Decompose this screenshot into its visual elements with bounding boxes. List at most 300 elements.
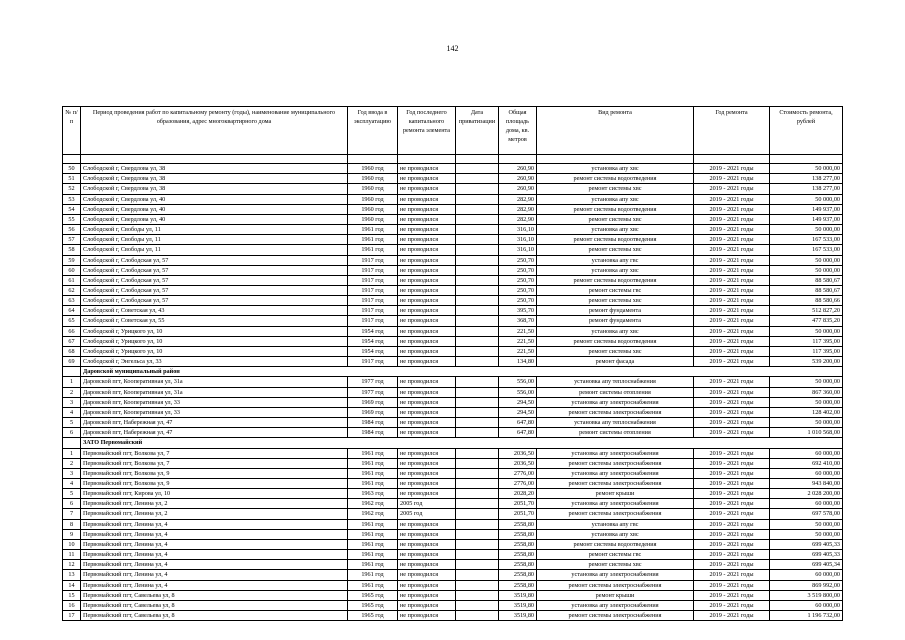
cell-cost: 138 277,00 (770, 174, 843, 184)
cell-privatization (456, 539, 499, 549)
cell-privatization (456, 286, 499, 296)
cell-area: 3519,80 (499, 611, 537, 621)
cell-area: 221,50 (499, 326, 537, 336)
table-row (63, 539, 843, 549)
cell-last-repair: не проводился (398, 580, 456, 590)
cell-year-built: 1961 год (348, 458, 398, 468)
cell-privatization (456, 346, 499, 356)
cell-address: Слободской г, Советская ул, 43 (81, 306, 348, 316)
cell-cost: 138 277,00 (770, 184, 843, 194)
cell-area: 260,90 (499, 164, 537, 174)
cell-privatization (456, 316, 499, 326)
cell-repair-type: ремонт системы электроснабжения (537, 611, 694, 621)
cell-repair-year: 2019 - 2021 годы (694, 519, 770, 529)
cell-last-repair: не проводился (398, 600, 456, 610)
cell-year-built: 1961 год (348, 570, 398, 580)
cell-last-repair: не проводился (398, 336, 456, 346)
cell-address: Первомайский пгт, Ленина ул, 4 (81, 570, 348, 580)
cell-num: 13 (63, 570, 81, 580)
cell-address: Первомайский пгт, Волкова ул, 7 (81, 458, 348, 468)
cell-cost: 60 000,00 (770, 600, 843, 610)
cell-repair-type: ремонт системы водоотведения (537, 204, 694, 214)
cell-last-repair: не проводился (398, 194, 456, 204)
cell-repair-type: ремонт системы водоотведения (537, 235, 694, 245)
cell-area: 2558,80 (499, 580, 537, 590)
cell-address: Первомайский пгт, Ленина ул, 4 (81, 560, 348, 570)
cell-last-repair: не проводился (398, 265, 456, 275)
cell-area: 260,90 (499, 174, 537, 184)
header-num: № п/п (63, 107, 81, 155)
cell-last-repair: не проводился (398, 286, 456, 296)
header-repair-year: Год ремонта (694, 107, 770, 155)
table-row (63, 529, 843, 539)
cell-num: 3 (63, 397, 81, 407)
cell-num: 1 (63, 448, 81, 458)
cell-area: 250,70 (499, 286, 537, 296)
cell-address: Слободской г, Свободы ул, 11 (81, 235, 348, 245)
cell-last-repair: не проводился (398, 275, 456, 285)
cell-address: Слободской г, Энгельса ул, 33 (81, 357, 348, 367)
cell-repair-year: 2019 - 2021 годы (694, 286, 770, 296)
cell-num: 52 (63, 184, 81, 194)
cell-year-built: 1965 год (348, 590, 398, 600)
table-row (63, 296, 843, 306)
cell-privatization (456, 306, 499, 316)
cell-year-built: 1969 год (348, 407, 398, 417)
table-row (63, 499, 843, 509)
cell-repair-type: ремонт системы водоотведения (537, 275, 694, 285)
cell-privatization (456, 499, 499, 509)
cell-address: Первомайский пгт, Кирова ул, 10 (81, 489, 348, 499)
cell-num: 50 (63, 164, 81, 174)
cell-repair-type: ремонт системы хвс (537, 184, 694, 194)
cell-repair-year: 2019 - 2021 годы (694, 255, 770, 265)
cell-year-built: 1961 год (348, 245, 398, 255)
cell-repair-type: ремонт системы гвс (537, 550, 694, 560)
cell-privatization (456, 296, 499, 306)
cell-address: Слободской г, Слободская ул, 57 (81, 296, 348, 306)
cell-privatization (456, 407, 499, 417)
cell-area: 2036,50 (499, 448, 537, 458)
cell-cost: 3 519 800,00 (770, 590, 843, 600)
cell-num: 12 (63, 560, 81, 570)
cell-year-built: 1960 год (348, 164, 398, 174)
cell-repair-type: установка апу хвс (537, 529, 694, 539)
table-row (63, 204, 843, 214)
cell-cost: 512 827,20 (770, 306, 843, 316)
cell-year-built: 1954 год (348, 326, 398, 336)
cell-repair-type: ремонт фундамента (537, 316, 694, 326)
cell-repair-type: установка апу гвс (537, 255, 694, 265)
cell-last-repair: не проводился (398, 204, 456, 214)
cell-repair-year: 2019 - 2021 годы (694, 336, 770, 346)
cell-num: 5 (63, 418, 81, 428)
cell-num (63, 438, 81, 448)
cell-repair-year: 2019 - 2021 годы (694, 407, 770, 417)
table-row (63, 560, 843, 570)
cell-last-repair: не проводился (398, 377, 456, 387)
cell-repair-type: установка апу электроснабжения (537, 600, 694, 610)
cell-area: 2036,50 (499, 458, 537, 468)
cell-area: 250,70 (499, 275, 537, 285)
cell-address: Слободской г, Свердлова ул, 38 (81, 174, 348, 184)
cell-address: Даровской пгт, Кооперативная ул, 33 (81, 397, 348, 407)
cell-repair-type: ремонт крыши (537, 489, 694, 499)
cell-area: 2051,70 (499, 499, 537, 509)
cell-year-built: 1961 год (348, 539, 398, 549)
cell-area: 221,50 (499, 336, 537, 346)
cell-cost: 117 395,00 (770, 336, 843, 346)
cell-last-repair: не проводился (398, 560, 456, 570)
cell-num: 1 (63, 377, 81, 387)
cell-address: Первомайский пгт, Ленина ул, 4 (81, 550, 348, 560)
cell-cost: 943 840,00 (770, 478, 843, 488)
cell-year-built: 1961 год (348, 550, 398, 560)
cell-num: 53 (63, 194, 81, 204)
cell-area: 294,50 (499, 397, 537, 407)
cell-num: 4 (63, 407, 81, 417)
cell-repair-type: ремонт системы хвс (537, 214, 694, 224)
table-row (63, 478, 843, 488)
cell-address: Слободской г, Свердлова ул, 38 (81, 164, 348, 174)
cell-repair-type: установка апу электроснабжения (537, 397, 694, 407)
cell-repair-year: 2019 - 2021 годы (694, 265, 770, 275)
cell-privatization (456, 560, 499, 570)
cell-repair-year: 2019 - 2021 годы (694, 570, 770, 580)
table-row (63, 590, 843, 600)
cell-area: 260,90 (499, 184, 537, 194)
cell-repair-type: ремонт системы электроснабжения (537, 509, 694, 519)
cell-repair-year: 2019 - 2021 годы (694, 174, 770, 184)
cell-num: 17 (63, 611, 81, 621)
section-title: Даровской муниципальный район (81, 367, 843, 377)
cell-last-repair: не проводился (398, 570, 456, 580)
cell-last-repair: не проводился (398, 164, 456, 174)
cell-cost: 60 000,00 (770, 499, 843, 509)
table-row (63, 387, 843, 397)
cell-area: 250,70 (499, 296, 537, 306)
cell-repair-type: установка апу гвс (537, 519, 694, 529)
cell-privatization (456, 245, 499, 255)
table-header (63, 107, 843, 155)
cell-year-built: 1961 год (348, 448, 398, 458)
cell-last-repair: не проводился (398, 174, 456, 184)
cell-privatization (456, 418, 499, 428)
table-row (63, 225, 843, 235)
cell-address: Первомайский пгт, Волкова ул, 7 (81, 448, 348, 458)
cell-repair-year: 2019 - 2021 годы (694, 377, 770, 387)
cell-last-repair: не проводился (398, 418, 456, 428)
cell-year-built: 1961 год (348, 519, 398, 529)
cell-repair-year: 2019 - 2021 годы (694, 164, 770, 174)
cell-privatization (456, 336, 499, 346)
cell-privatization (456, 204, 499, 214)
cell-num: 14 (63, 580, 81, 590)
section-row (63, 367, 843, 377)
table-row (63, 265, 843, 275)
table-row (63, 377, 843, 387)
cell-year-built: 1961 год (348, 478, 398, 488)
cell-num: 56 (63, 225, 81, 235)
cell-last-repair: не проводился (398, 611, 456, 621)
cell-repair-year: 2019 - 2021 годы (694, 600, 770, 610)
cell-last-repair: не проводился (398, 448, 456, 458)
cell-repair-type: ремонт системы хвс (537, 560, 694, 570)
cell-address: Слободской г, Слободская ул, 57 (81, 255, 348, 265)
table-row (63, 194, 843, 204)
cell-address: Первомайский пгт, Волкова ул, 9 (81, 478, 348, 488)
cell-cost: 60 000,00 (770, 448, 843, 458)
cell-repair-type: ремонт системы хвс (537, 245, 694, 255)
cell-cost: 699 405,33 (770, 539, 843, 549)
cell-repair-type: установка апу электроснабжения (537, 448, 694, 458)
cell-cost: 149 937,00 (770, 214, 843, 224)
cell-privatization (456, 590, 499, 600)
cell-area: 316,10 (499, 245, 537, 255)
cell-area: 250,70 (499, 255, 537, 265)
cell-num: 5 (63, 489, 81, 499)
cell-last-repair: не проводился (398, 407, 456, 417)
cell-repair-year: 2019 - 2021 годы (694, 346, 770, 356)
cell-num: 9 (63, 529, 81, 539)
cell-area: 556,00 (499, 387, 537, 397)
cell-repair-year: 2019 - 2021 годы (694, 194, 770, 204)
cell-privatization (456, 235, 499, 245)
cell-num: 11 (63, 550, 81, 560)
cell-year-built: 1977 год (348, 377, 398, 387)
cell-year-built: 1917 год (348, 265, 398, 275)
table-row (63, 397, 843, 407)
cell-repair-type: ремонт фасада (537, 357, 694, 367)
cell-last-repair: не проводился (398, 529, 456, 539)
table-row (63, 346, 843, 356)
cell-cost: 88 580,67 (770, 275, 843, 285)
cell-num: 7 (63, 509, 81, 519)
cell-area: 316,10 (499, 235, 537, 245)
cell-year-built: 1961 год (348, 225, 398, 235)
cell-cost: 50 000,00 (770, 397, 843, 407)
section-title: ЗАТО Первомайский (81, 438, 843, 448)
cell-num: 65 (63, 316, 81, 326)
cell-area: 2558,80 (499, 570, 537, 580)
cell-area: 221,50 (499, 346, 537, 356)
cell-area: 3519,80 (499, 600, 537, 610)
cell-last-repair: не проводился (398, 346, 456, 356)
cell-cost: 50 000,00 (770, 519, 843, 529)
cell-privatization (456, 397, 499, 407)
cell-cost: 60 000,00 (770, 468, 843, 478)
cell-area: 250,70 (499, 265, 537, 275)
cell-address: Первомайский пгт, Ленина ул, 2 (81, 509, 348, 519)
cell-cost: 869 992,00 (770, 580, 843, 590)
cell-cost: 50 000,00 (770, 164, 843, 174)
cell-address: Первомайский пгт, Ленина ул, 4 (81, 580, 348, 590)
cell-area: 134,80 (499, 357, 537, 367)
table-row (63, 306, 843, 316)
cell-privatization (456, 458, 499, 468)
cell-year-built: 1977 год (348, 387, 398, 397)
cell-area: 2558,80 (499, 560, 537, 570)
cell-repair-year: 2019 - 2021 годы (694, 235, 770, 245)
cell-year-built: 1917 год (348, 306, 398, 316)
table-row (63, 611, 843, 621)
cell-last-repair: не проводился (398, 539, 456, 549)
cell-year-built: 1961 год (348, 529, 398, 539)
cell-privatization (456, 326, 499, 336)
cell-privatization (456, 265, 499, 275)
cell-year-built: 1960 год (348, 184, 398, 194)
cell-cost: 50 000,00 (770, 225, 843, 235)
cell-address: Первомайский пгт, Ленина ул, 4 (81, 519, 348, 529)
cell-year-built: 1962 год (348, 509, 398, 519)
cell-year-built: 1961 год (348, 580, 398, 590)
cell-last-repair: не проводился (398, 397, 456, 407)
cell-year-built: 1954 год (348, 336, 398, 346)
header-cost: Стоимость ремонта, рублей (770, 107, 843, 155)
cell-repair-year: 2019 - 2021 годы (694, 418, 770, 428)
cell-privatization (456, 377, 499, 387)
table-row (63, 458, 843, 468)
cell-area: 647,80 (499, 428, 537, 438)
cell-cost: 128 402,00 (770, 407, 843, 417)
cell-num: 54 (63, 204, 81, 214)
cell-privatization (456, 428, 499, 438)
cell-area: 282,90 (499, 194, 537, 204)
cell-cost: 117 395,00 (770, 346, 843, 356)
cell-year-built: 1917 год (348, 286, 398, 296)
cell-last-repair: не проводился (398, 387, 456, 397)
cell-privatization (456, 448, 499, 458)
cell-num: 66 (63, 326, 81, 336)
cell-last-repair: не проводился (398, 519, 456, 529)
cell-cost: 50 000,00 (770, 418, 843, 428)
cell-cost: 2 028 200,00 (770, 489, 843, 499)
cell-cost: 149 937,00 (770, 204, 843, 214)
cell-last-repair: не проводился (398, 245, 456, 255)
header-privatization: Дата приватизации (456, 107, 499, 155)
cell-repair-type: установка апу электроснабжения (537, 499, 694, 509)
cell-num: 16 (63, 600, 81, 610)
cell-area: 3519,80 (499, 590, 537, 600)
table-row (63, 255, 843, 265)
cell-privatization (456, 600, 499, 610)
cell-privatization (456, 184, 499, 194)
cell-last-repair: не проводился (398, 225, 456, 235)
cell-repair-year: 2019 - 2021 годы (694, 529, 770, 539)
cell-repair-year: 2019 - 2021 годы (694, 397, 770, 407)
cell-cost: 692 410,00 (770, 458, 843, 468)
cell-repair-type: установка апу электроснабжения (537, 570, 694, 580)
header-address: Период проведения работ по капитальному ремонту (годы), наименование муниципального образования, адрес многоквартирного дома (81, 107, 348, 155)
header-last-repair: Год последнего капитального ремонта элемента (398, 107, 456, 155)
cell-repair-type: ремонт системы электроснабжения (537, 478, 694, 488)
cell-repair-year: 2019 - 2021 годы (694, 428, 770, 438)
cell-address: Слободской г, Свердлова ул, 40 (81, 204, 348, 214)
cell-address: Первомайский пгт, Ленина ул, 4 (81, 529, 348, 539)
table-row (63, 407, 843, 417)
cell-privatization (456, 468, 499, 478)
cell-cost: 50 000,00 (770, 326, 843, 336)
cell-last-repair: не проводился (398, 458, 456, 468)
cell-last-repair: не проводился (398, 468, 456, 478)
cell-num: 10 (63, 539, 81, 549)
cell-last-repair: не проводился (398, 214, 456, 224)
cell-repair-type: установка апу хвс (537, 225, 694, 235)
cell-year-built: 1963 год (348, 489, 398, 499)
cell-last-repair: не проводился (398, 489, 456, 499)
cell-year-built: 1917 год (348, 296, 398, 306)
table-row (63, 184, 843, 194)
cell-num: 6 (63, 428, 81, 438)
cell-area: 2028,20 (499, 489, 537, 499)
cell-year-built: 1965 год (348, 611, 398, 621)
cell-address: Слободской г, Слободская ул, 57 (81, 286, 348, 296)
cell-num: 2 (63, 458, 81, 468)
cell-privatization (456, 519, 499, 529)
cell-last-repair: не проводился (398, 550, 456, 560)
cell-repair-type: установка апу хвс (537, 164, 694, 174)
cell-repair-type: установка апу теплоснабжения (537, 377, 694, 387)
cell-repair-year: 2019 - 2021 годы (694, 448, 770, 458)
cell-last-repair: не проводился (398, 184, 456, 194)
cell-num: 61 (63, 275, 81, 285)
cell-last-repair: не проводился (398, 357, 456, 367)
cell-num: 4 (63, 478, 81, 488)
cell-year-built: 1917 год (348, 255, 398, 265)
cell-repair-year: 2019 - 2021 годы (694, 296, 770, 306)
cell-privatization (456, 580, 499, 590)
table-row (63, 326, 843, 336)
cell-cost: 60 000,00 (770, 570, 843, 580)
table-row (63, 214, 843, 224)
cell-cost: 477 835,20 (770, 316, 843, 326)
cell-year-built: 1960 год (348, 214, 398, 224)
cell-year-built: 1917 год (348, 357, 398, 367)
table-row (63, 509, 843, 519)
cell-address: Даровской пгт, Кооперативная ул, 33 (81, 407, 348, 417)
cell-privatization (456, 275, 499, 285)
cell-repair-year: 2019 - 2021 годы (694, 184, 770, 194)
cell-num: 69 (63, 357, 81, 367)
table-row (63, 448, 843, 458)
cell-repair-year: 2019 - 2021 годы (694, 580, 770, 590)
cell-privatization (456, 357, 499, 367)
cell-address: Первомайский пгт, Волкова ул, 9 (81, 468, 348, 478)
table-row (63, 580, 843, 590)
cell-address: Слободской г, Свободы ул, 11 (81, 245, 348, 255)
cell-privatization (456, 509, 499, 519)
table-row (63, 174, 843, 184)
cell-repair-type: ремонт системы хвс (537, 346, 694, 356)
cell-address: Первомайский пгт, Савельева ул, 8 (81, 611, 348, 621)
cell-cost: 697 578,00 (770, 509, 843, 519)
cell-address: Слободской г, Слободская ул, 57 (81, 275, 348, 285)
cell-repair-type: установка апу хвс (537, 265, 694, 275)
cell-num: 3 (63, 468, 81, 478)
cell-num: 57 (63, 235, 81, 245)
cell-last-repair: не проводился (398, 316, 456, 326)
header-area: Общая площадь дома, кв. метров (499, 107, 537, 155)
cell-year-built: 1960 год (348, 174, 398, 184)
cell-address: Первомайский пгт, Ленина ул, 2 (81, 499, 348, 509)
cell-address: Даровской пгт, Кооперативная ул, 31а (81, 387, 348, 397)
cell-year-built: 1961 год (348, 560, 398, 570)
cell-address: Слободской г, Советская ул, 55 (81, 316, 348, 326)
cell-cost: 539 200,00 (770, 357, 843, 367)
cell-area: 2776,00 (499, 478, 537, 488)
cell-num: 58 (63, 245, 81, 255)
cell-area: 316,10 (499, 225, 537, 235)
